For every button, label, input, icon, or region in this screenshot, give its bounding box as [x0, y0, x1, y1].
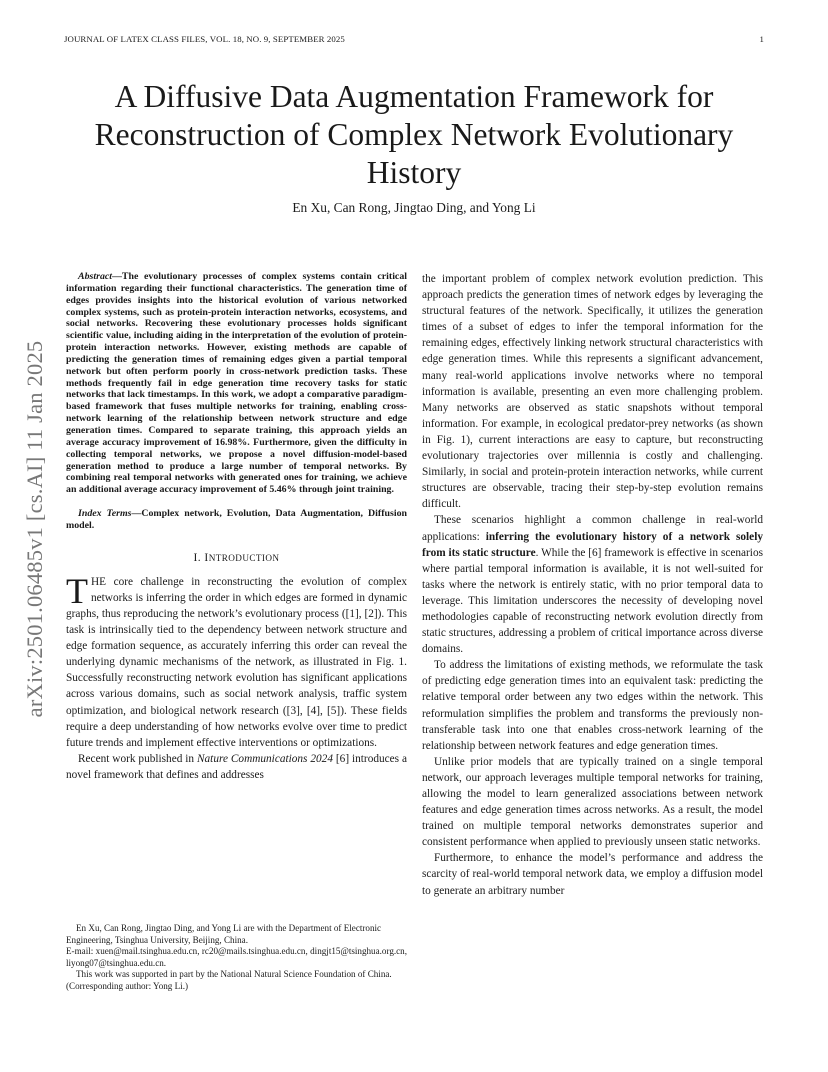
- paper-title: A Diffusive Data Augmentation Framework for Reconstruction of Complex Network Evolutionary History: [94, 79, 734, 190]
- index-terms: Index Terms—Complex network, Evolution, Data Augmentation, Diffusion model.: [66, 508, 407, 531]
- right-p2-pre: These scenarios highlight a common challenge in real-world applications:: [422, 514, 763, 543]
- right-paragraph-1: the important problem of complex network evolution prediction. This approach predicts the generation times of network edges by leveraging the structural features of the network. Specifically, it utilizes the generation times of a subset of edges to infer the temporal information for the remaining edges, effectively linking network structural characteristics with edge generation times. While this represents a significant advancement, many real-world applications involve networks where no temporal information is available, presenting an even more challenging problem. Many networks are observed as static snapshots without temporal information. For example, in ecological predator-prey networks (as shown in Fig. 1), current interactions are easy to capture, but reconstructing evolutionary trajectories over millennia is costly and challenging. Similarly, in social and protein-protein interaction networks, while current structures are observable, tracing their step-by-step evolution remains difficult.: [422, 273, 763, 511]
- right-paragraph-5: Furthermore, to enhance the model’s performance and address the scarcity of real-world temporal network data, we employ a diffusion model to generate an arbitrary number: [422, 852, 763, 897]
- author-list: En Xu, Can Rong, Jingtao Ding, and Yong Li: [292, 200, 536, 215]
- index-terms-label: Index Terms: [78, 508, 132, 520]
- page-number: 1: [759, 34, 764, 44]
- right-column: [422, 271, 763, 899]
- arxiv-identifier: arXiv:2501.06485v1 [cs.AI] 11 Jan 2025: [22, 340, 47, 718]
- affiliation-footnote: [66, 923, 407, 993]
- abstract-label: Abstract: [78, 271, 113, 282]
- index-terms-text: Complex network, Evolution, Data Augmentation, Diffusion model.: [66, 508, 407, 531]
- intro-p2-post: [6] introduces a novel framework that defines and addresses: [66, 752, 407, 781]
- intro-paragraph-2: [66, 751, 407, 783]
- footnote-corresponding: (Corresponding author: Yong Li.): [66, 980, 189, 991]
- section-heading-introduction: [66, 550, 407, 566]
- right-p2-post: . While the [6] framework is effective in scenarios where partial temporal information is available, it is not well-suited for tasks where the network is entirely static, with no prior temporal data to leverage. This limitation underscores the necessity of developing novel methodologies capable of reconstructing network evolution directly from static structures, addressing a problem of critical importance across diverse domains.: [422, 546, 763, 656]
- abstract-text: The evolutionary processes of complex systems contain critical information regarding their functional characteristics. The generation time of edges provides insights into the historical evolution of various networked complex systems, such as protein-protein interaction networks, ecosystems, and social networks. Recovering these evolutionary processes holds significant scientific value, including aiding in the interpretation of the evolution of protein-protein interaction networks. However, existing methods are capable of predicting the generation times of remaining edges given a partial temporal network but often perform poorly in cross-network prediction tasks. These methods frequently fail in edge generation time recovery tasks for static networks that lack timestamps. In this work, we adopt a comparative paradigm-based framework that fuses multiple networks for training, enabling cross-network learning of the relationship between network structure and edge generation times. Compared to separate training, this approach yields an average accuracy improvement of 16.98%. Furthermore, given the difficulty in collecting temporal networks, we propose a novel diffusion-model-based generation method to produce a large number of temporal networks. By combining real temporal networks with generated ones for training, we achieve an additional average accuracy improvement of 5.46% through joint training.: [66, 271, 407, 496]
- section-number: I.: [193, 550, 202, 564]
- key-problem-statement: inferring the evolutionary history of a network solely from its static structure: [422, 530, 763, 559]
- running-head-text: JOURNAL OF LATEX CLASS FILES, VOL. 18, NO. 9, SEPTEMBER 2025: [64, 34, 345, 44]
- footnote-affiliation: En Xu, Can Rong, Jingtao Ding, and Yong Li are with the Department of Electronic Engineering, Tsinghua University, Beijing, China.: [66, 923, 382, 945]
- intro-paragraph-1: [66, 570, 407, 751]
- right-paragraph-4: Unlike prior models that are typically trained on a single temporal network, our approach leverages multiple temporal networks for training, allowing the model to learn generalized associations between network features and edge generation times across networks. As a result, the model trained on multiple temporal networks demonstrates superior and consistent performance when applied to previously unseen static networks.: [422, 755, 763, 849]
- arxiv-sidebar: [20, 296, 50, 762]
- journal-name: Nature Communications 2024: [197, 752, 333, 765]
- right-paragraph-2: [422, 512, 763, 657]
- footnote-emails: E-mail: xuen@mail.tsinghua.edu.cn, rc20@mails.tsinghua.edu.cn, dingjt15@tsinghua.org.cn, liyong07@tsinghua.edu.cn.: [66, 946, 407, 968]
- abstract: Abstract—The evolutionary processes of complex systems contain critical information regarding their functional characteristics. The generation time of edges provides insights into the historical evolution of various networked complex systems, such as protein-protein interaction networks, ecosystems, and social networks. Recovering these evolutionary processes holds significant scientific value, including aiding in the interpretation of the evolution of protein-protein interaction networks. However, existing methods are capable of predicting the generation times of remaining edges given a partial temporal network but often perform poorly in cross-network prediction tasks. These methods frequently fail in edge generation time recovery tasks for static networks that lack timestamps. In this work, we adopt a comparative paradigm-based framework that fuses multiple networks for training, enabling cross-network learning of the relationship between network structure and edge generation times. Compared to separate training, this approach yields an average accuracy improvement of 16.98%. Furthermore, given the difficulty in collecting temporal networks, we propose a novel diffusion-model-based generation method to produce a large number of temporal networks. By combining real temporal networks with generated ones for training, we achieve an additional average accuracy improvement of 5.46% through joint training.: [66, 271, 407, 496]
- left-column: [66, 271, 407, 783]
- right-paragraph-3: To address the limitations of existing methods, we reformulate the task of predicting edge generation times into an equivalent task: predicting the relative temporal order between any two edges within the network. This reformulation simplifies the problem and transforms the previously non-transferable task into one that enables cross-network learning of the relationship between network features and edge generation times.: [422, 659, 763, 752]
- intro-paragraph-1-text: HE core challenge in reconstructing the evolution of complex networks is inferring the order in which edges are formed in dynamic graphs, thus reproducing the network’s evolutionary process ([1], [2]). This task is intrinsically tied to the dependency between network structure and edge formation sequence, as accurately inferring this order can reveal the underlying dynamic mechanisms of the network, as illustrated in Fig. 1. Successfully reconstructing network evolution has significant applications across various domains, such as social network analysis, traffic system optimization, and biological network research ([3], [4], [5]). These fields require a deep understanding of how networks evolve over time to predict future trends and implement effective interventions or optimizations.: [66, 575, 407, 749]
- drop-cap: T: [66, 570, 88, 611]
- footnote-funding: This work was supported in part by the National Natural Science Foundation of China.: [76, 969, 392, 980]
- running-header: [64, 34, 764, 48]
- section-title-rest: NTRODUCTION: [208, 552, 280, 563]
- section-title-initial: I: [204, 550, 209, 564]
- intro-p2-pre: Recent work published in: [78, 752, 197, 765]
